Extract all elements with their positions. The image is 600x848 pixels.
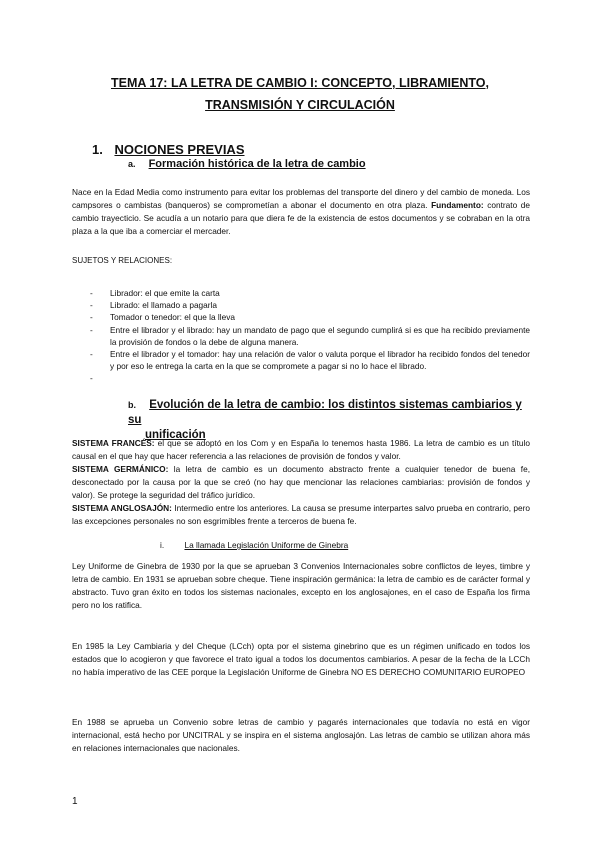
french-system-text: el que se adoptó en los Com y en España lo tenemos hasta 1986. La letra de cambio es un título causal en el que hay que hacer referencia a las relaciones de provisión de fondos y valor.	[72, 438, 530, 461]
systems-paragraph	[72, 437, 530, 528]
intro-text: Nace en la Edad Media como instrumento para evitar los problemas del transporte del dinero y del cambio de moneda. Los campsores o cambistas (banqueros) se comprometían a abonar el documento en otra plaza.	[72, 187, 530, 210]
anglosaxon-system-label: SISTEMA ANGLOSAJÓN:	[72, 503, 172, 513]
subsection-b-title-line-2: unificación	[145, 429, 206, 441]
list-item: - Tomador o tenedor: el que la lleva	[90, 311, 530, 323]
ginebra-paragraph: Ley Uniforme de Ginebra de 1930 por la que se aprueban 3 Convenios Internacionales sobre conflictos de leyes, timbre y letra de cambio. En 1931 se aprueban sobre cheque. Tiene inspiración germánica: la letra de cambio es de carácter formal y abstracto. Tuvo gran éxito en todos los sistemas nacionales, excepto en los anglosajones, en el caso de España los firma pero no los ratifica.	[72, 561, 530, 610]
subsection-b-title-line-1: Evolución de la letra de cambio: los distintos sistemas cambiarios y su	[128, 399, 522, 426]
fundamento-text: contrato de cambio trayecticio. Se acudía a un notario para que diera fe de la existencia de estos documentos y se cobraban en la otra plaza a la que iba a comerciar el mercader.	[72, 200, 531, 236]
list-item-empty	[90, 372, 530, 384]
subsection-b-number: b.	[128, 400, 136, 410]
subsection-i-title: La llamada Legislación Uniforme de Ginebra	[184, 540, 349, 550]
list-item: - Librado: el llamado a pagarla	[90, 299, 530, 311]
subsection-a-title: Formación histórica de la letra de cambio	[148, 158, 366, 170]
title-line-1: TEMA 17: LA LETRA DE CAMBIO I: CONCEPTO, LIBRAMIENTO,	[110, 76, 489, 90]
title-line-2: TRANSMISIÓN Y CIRCULACIÓN	[205, 98, 395, 112]
section-1-number: 1.	[92, 142, 103, 157]
anglosaxon-system-text: Intermedio entre los anteriores. La causa se presume interpartes salvo prueba en contrario, pero las excepciones personales no son esgrimibles frente a terceros de buena fe.	[72, 503, 530, 526]
germanic-system-label: SISTEMA GERMÁNICO:	[72, 464, 169, 474]
subsection-a-heading	[128, 158, 366, 170]
page-number: 1	[72, 796, 78, 807]
convention-1988-paragraph: En 1988 se aprueba un Convenio sobre letras de cambio y pagarés internacionales que todavía no está en vigor internacional, está hecho por UNCITRAL y se inspira en el sistema anglosajón. Las letras de cambio se utilizan ahora más en relaciones internacionales que nacionales.	[72, 717, 530, 753]
section-1-title: NOCIONES PREVIAS	[114, 142, 245, 157]
intro-paragraph	[72, 186, 530, 238]
list-item: - Librador: el que emite la carta	[90, 287, 530, 299]
french-system-label: SISTEMA FRANCÉS:	[72, 438, 155, 448]
list-item: - Entre el librador y el tomador: hay una relación de valor o valuta porque el librador ha recibido fondos del tenedor y por eso le entrega la carta en la que se compromete a pagar si no lo hace el librado.	[90, 348, 530, 372]
lcch-1985-paragraph: En 1985 la Ley Cambiaria y del Cheque (LCch) opta por el sistema ginebrino que es un régimen unificado en todos los estados que lo acogieron y que favorece el trato igual a todos los documentos cambiarios. A pesar de la fecha de la LCCh no había imperativo de las CEE porque la Legislación Uniforme de Ginebra NO ES DERECHO COMUNITARIO EUROPEO	[72, 641, 530, 677]
list-item: - Entre el librador y el librado: hay un mandato de pago que el segundo cumplirá si es que ha recibido previamente la provisión de fondos o la debe de alguna manera.	[90, 324, 530, 348]
germanic-system-text: la letra de cambio es un documento abstracto frente a cualquier tenedor de buena fe, desconectado por la causa por la que se creó (no hay que mencionar las relaciones cambiarias: provisión de fondos y valor). Se protege la seguridad del tráfico jurídico.	[72, 464, 530, 500]
document-title	[80, 72, 520, 116]
subsection-a-number: a.	[128, 159, 136, 169]
section-1-heading	[92, 142, 245, 157]
subjects-list	[90, 287, 530, 385]
subsection-i-number: i.	[160, 540, 165, 550]
subjects-label: SUJETOS Y RELACIONES:	[72, 256, 173, 265]
subsection-i-heading	[160, 540, 348, 550]
fundamento-label: Fundamento:	[431, 200, 484, 210]
